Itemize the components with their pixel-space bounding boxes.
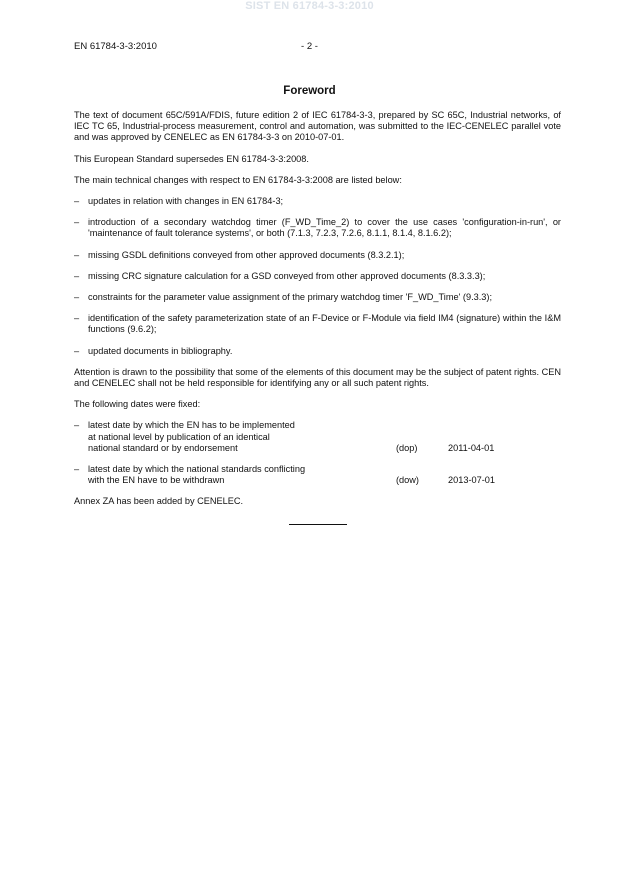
foreword-body [74, 110, 561, 525]
paragraph-intro: The text of document 65C/591A/FDIS, future edition 2 of IEC 61784-3-3, prepared by SC 65C, Industrial networks, of IEC TC 65, Industrial-process measurement, control and automation, was submitted to the IEC-CENELEC parallel vote and was approved by CENELEC as EN 61784-3-3 on 2010-07-01. [74, 110, 561, 143]
paragraph-supersedes: This European Standard supersedes EN 61784-3-3:2008. [74, 153, 309, 164]
end-rule [289, 524, 347, 525]
page-number: - 2 - [301, 41, 318, 52]
date-description-line: national standard or by endorsement [88, 442, 238, 453]
paragraph-patent-notice: Attention is drawn to the possibility that some of the elements of this document may be the subject of patent rights. CEN and CENELEC shall not be held responsible for identifying any or all such patent rights. [74, 366, 561, 389]
date-description-line: latest date by which the national standards conflicting [88, 464, 306, 475]
dash-bullet: – [74, 292, 80, 303]
dash-bullet: – [74, 270, 80, 281]
page-title: Foreword [283, 85, 336, 97]
dash-bullet: – [74, 345, 80, 356]
dash-bullet: – [74, 217, 80, 228]
paragraph-changes-intro: The main technical changes with respect to EN 61784-3-3:2008 are listed below: [74, 174, 402, 185]
date-value: 2013-07-01 [448, 475, 495, 486]
changes-list [74, 196, 561, 357]
date-description [88, 464, 396, 486]
list-item [74, 250, 561, 261]
dash-bullet: – [74, 464, 80, 475]
date-description-line: with the EN have to be withdrawn [88, 475, 225, 486]
date-description-line: latest date by which the EN has to be implemented [88, 420, 295, 431]
list-item-text: missing CRC signature calculation for a GSD conveyed from other approved documents (8.3.3.3); [88, 270, 486, 281]
list-item-text: missing GSDL definitions conveyed from other approved documents (8.3.2.1); [88, 249, 405, 260]
paragraph-dates-intro: The following dates were fixed: [74, 399, 201, 410]
list-item [74, 271, 561, 282]
list-item-text: introduction of a secondary watchdog timer (F_WD_Time_2) to cover the use cases 'configuration-in-run', or 'maintenance of fault tolerance systems', or both (7.1.3, 7.2.3, 7.2.6, 8.1.1, 8.1.4, 8.1.6.2); [88, 217, 561, 239]
list-item [74, 346, 561, 357]
list-item-text: updated documents in bibliography. [88, 345, 233, 356]
list-item-text: constraints for the parameter value assignment of the primary watchdog timer 'F_WD_Time' (9.3.3); [88, 292, 493, 303]
list-item-text: updates in relation with changes in EN 61784-3; [88, 196, 284, 207]
list-item [74, 217, 561, 239]
date-row-dow [74, 464, 561, 486]
list-item [74, 196, 561, 207]
document-id: EN 61784-3-3:2010 [74, 41, 157, 52]
dates-list [74, 420, 561, 486]
date-description-line: at national level by publication of an identical [88, 431, 270, 442]
dash-bullet: – [74, 196, 80, 207]
paragraph-annex-note: Annex ZA has been added by CENELEC. [74, 496, 244, 507]
watermark: SIST EN 61784-3-3:2010 [245, 0, 374, 12]
date-abbreviation: (dow) [396, 475, 419, 486]
dash-bullet: – [74, 249, 80, 260]
list-item-text: identification of the safety parameterization state of an F-Device or F-Module via field IM4 (signature) within the I&M functions (9.6.2); [88, 313, 561, 335]
dash-bullet: – [74, 420, 80, 431]
date-abbreviation: (dop) [396, 442, 418, 453]
date-description [88, 420, 396, 454]
dash-bullet: – [74, 313, 80, 324]
date-row-dop [74, 420, 561, 454]
date-value: 2011-04-01 [448, 442, 495, 453]
list-item [74, 292, 561, 303]
list-item [74, 313, 561, 335]
